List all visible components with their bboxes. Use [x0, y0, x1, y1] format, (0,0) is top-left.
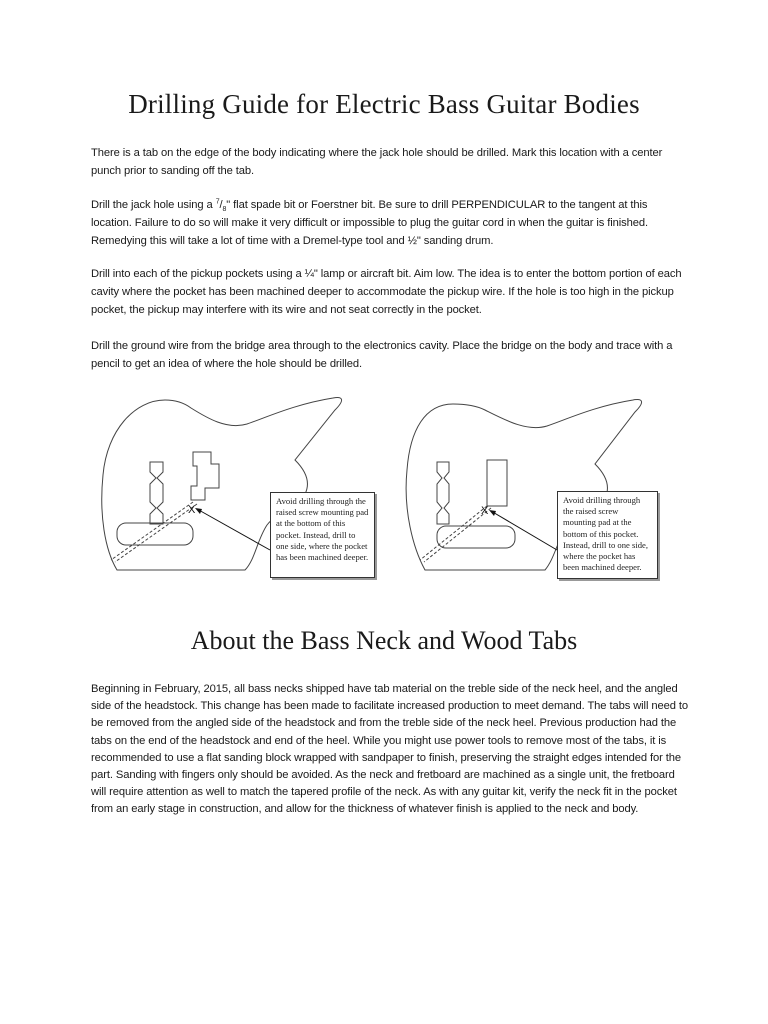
drill-marker-left: X — [188, 504, 196, 516]
callout-arrowhead-left — [195, 508, 202, 514]
paragraph-jack-tab: There is a tab on the edge of the body indicating where the jack hole should be drilled. Mark this location with a center punch prior to sanding off the tab. — [91, 147, 663, 177]
pickup-pocket-bridge-right — [487, 460, 507, 506]
paragraph-jack-hole-end: " flat spade bit or Foerstner bit. Be sure to drill PERPENDICULAR to the tangent at this location. Failure to do so will make it very difficult or impossible to plug the guitar cord in when the guitar is finished. Remedying this will take a lot of time with a Dremel-type tool and ½" sanding drum. — [91, 199, 648, 247]
callout-note-right: Avoid drilling through the raised screw mounting pad at the bottom of this pocket. Instead, drill to one side, where the pocket has been machined deeper. — [557, 491, 658, 579]
wire-channel-right-a — [420, 506, 487, 560]
fraction-slash: / — [219, 199, 223, 211]
wire-channel-left-a — [111, 502, 193, 560]
wire-channel-left-b — [115, 504, 197, 562]
callout-pointer-left — [197, 509, 270, 550]
pickup-pocket-front-right — [437, 462, 449, 524]
page-title: Drilling Guide for Electric Bass Guitar Bodies — [128, 89, 640, 119]
callout-pointer-right — [491, 511, 557, 550]
callout-arrowhead-right — [489, 510, 496, 516]
fraction-denominator: 8 — [222, 206, 227, 214]
section-title-bass-neck: About the Bass Neck and Wood Tabs — [190, 626, 578, 655]
fraction-numerator: 7 — [215, 198, 220, 206]
callout-note-left: Avoid drilling through the raised screw mounting pad at the bottom of this pocket. Instead, drill to one side, where the pocket has been machined deeper. — [270, 492, 375, 578]
pickup-pocket-front-left — [150, 462, 163, 524]
paragraph-pickup-pockets: Drill into each of the pickup pockets using a ¼" lamp or aircraft bit. Aim low. The idea is to enter the bottom portion of each cavity where the pocket has been machined deeper to accommodate the pickup wire. If the hole is too high in the pickup pocket, the pickup may interfere with its wire and not seat correctly in the pocket. — [91, 268, 682, 316]
paragraph-jack-hole — [91, 197, 691, 251]
control-cavity-right — [437, 526, 515, 548]
paragraph-jack-hole-start: Drill the jack hole using a — [91, 199, 216, 211]
drill-marker-right: X — [481, 505, 489, 517]
paragraph-neck-tabs: Beginning in February, 2015, all bass necks shipped have tab material on the treble side of the neck heel, and the angled side of the headstock. This change has been made to facilitate increased production to meet demand. The tabs will need to be removed from the angled side of the headstock and from the treble side of the neck heel. Previous production had the tabs on the end of the headstock and end of the heel. While you might use power tools to remove most of the tabs, it is recommended to use a flat sanding block wrapped with sandpaper to finish, preserving the straight edges intended for the part. Sanding with fingers only should be avoided. As the neck and fretboard are machined as a single unit, the fretboard will require attention as well to match the tapered profile of the neck. As with any guitar kit, verify the neck fit in the pocket from an early stage in construction, and allow for the thickness of whatever finish is applied to the neck and body. — [91, 683, 688, 816]
paragraph-ground-wire: Drill the ground wire from the bridge area through to the electronics cavity. Place the bridge on the body and trace with a pencil to get an idea of where the hole should be drilled. — [91, 340, 673, 370]
pickup-pocket-rear-left — [191, 452, 219, 500]
